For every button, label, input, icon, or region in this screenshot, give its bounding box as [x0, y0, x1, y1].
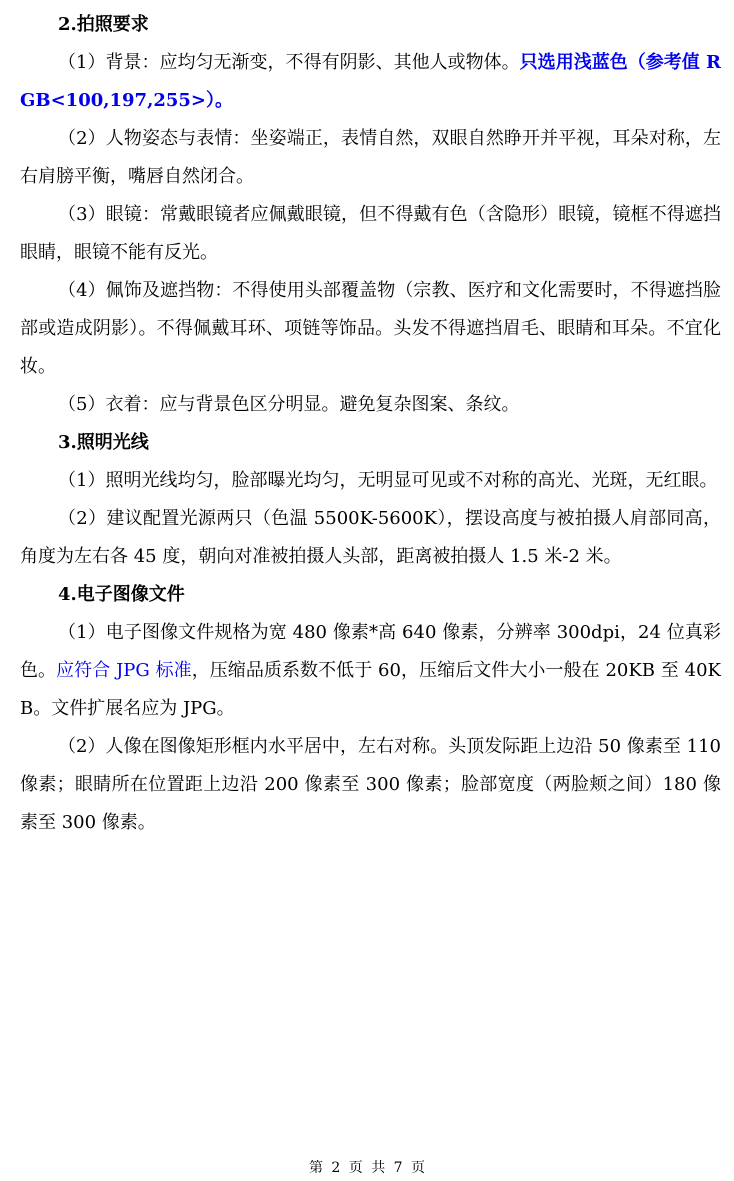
- paragraph-background-text: （1）背景：应均匀无渐变，不得有阴影、其他人或物体。: [58, 52, 520, 73]
- document-body: [20, 6, 721, 842]
- background-color-highlight: 只选用浅蓝色（参考值 RGB<100,197,255>）。: [20, 52, 721, 111]
- section-heading-photo-requirements: 2.拍照要求: [58, 14, 149, 35]
- paragraph-file-spec-after: ，压缩品质系数不低于 60，压缩后文件大小一般在 20KB 至 40KB。文件扩展名应为 JPG。: [20, 660, 721, 719]
- section-heading-lighting: 3.照明光线: [58, 432, 149, 453]
- paragraph-lighting-uniform: （1）照明光线均匀，脸部曝光均匀，无明显可见或不对称的高光、光斑，无红眼。: [58, 470, 718, 491]
- paragraph-portrait-position: （2）人像在图像矩形框内水平居中，左右对称。头顶发际距上边沿 50 像素至 110 像素；眼睛所在位置距上边沿 200 像素至 300 像素；脸部宽度（两脸颊之间）180 像素至 300 像素。: [20, 736, 721, 833]
- paragraph-light-source: （2）建议配置光源两只（色温 5500K-5600K），摆设高度与被拍摄人肩部同高，角度为左右各 45 度，朝向对准被拍摄人头部，距离被拍摄人 1.5 米-2 米。: [20, 508, 721, 567]
- paragraph-glasses: （3）眼镜：常戴眼镜者应佩戴眼镜，但不得戴有色（含隐形）眼镜，镜框不得遮挡眼睛，眼镜不能有反光。: [20, 204, 721, 263]
- paragraph-clothing: （5）衣着：应与背景色区分明显。避免复杂图案、条纹。: [58, 394, 520, 415]
- paragraph-accessories: （4）佩饰及遮挡物：不得使用头部覆盖物（宗教、医疗和文化需要时，不得遮挡脸部或造成阴影）。不得佩戴耳环、项链等饰品。头发不得遮挡眉毛、眼睛和耳朵。不宜化妆。: [20, 280, 721, 377]
- jpg-standard-highlight: 应符合 JPG 标准: [56, 660, 192, 681]
- page-footer: 第 2 页 共 7 页: [308, 1160, 426, 1176]
- section-heading-image-file: 4.电子图像文件: [58, 584, 185, 605]
- paragraph-file-spec: [20, 614, 721, 728]
- paragraph-posture: （2）人物姿态与表情：坐姿端正，表情自然，双眼自然睁开并平视，耳朵对称，左右肩膀平衡，嘴唇自然闭合。: [20, 128, 721, 187]
- paragraph-file-spec-text: （1）电子图像文件规格为宽 480 像素*高 640 像素，分辨率 300dpi，24 位真彩色。: [20, 622, 721, 681]
- paragraph-background: [20, 44, 721, 120]
